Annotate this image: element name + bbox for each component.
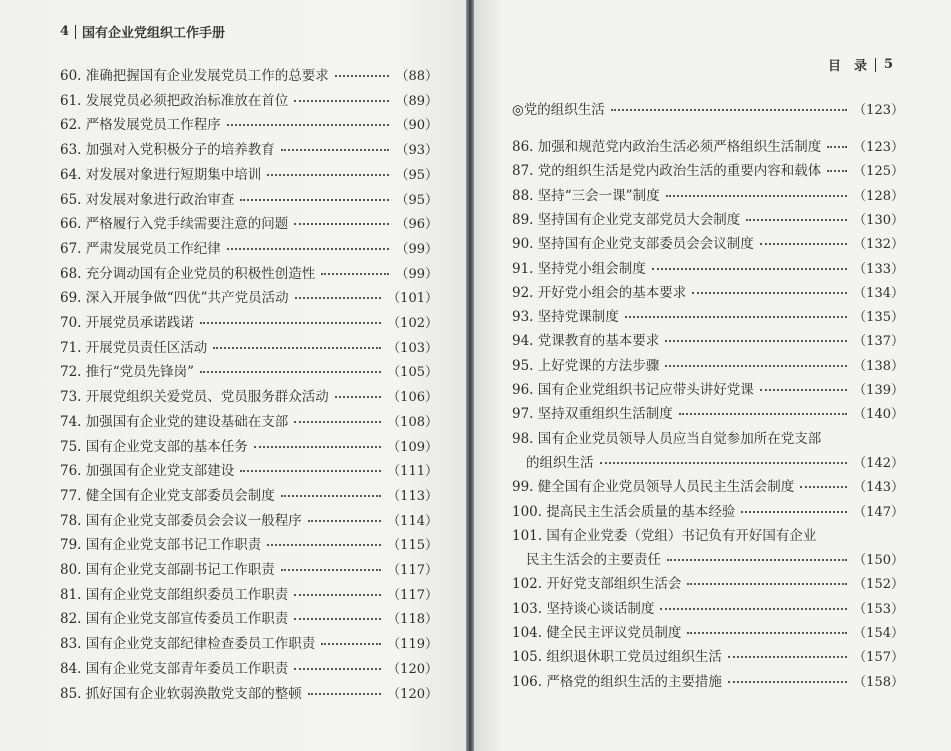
left-page xyxy=(0,0,466,751)
toc-page-ref: （150） xyxy=(853,553,904,569)
toc-page-ref: （147） xyxy=(853,504,904,520)
toc-page-ref: （157） xyxy=(853,650,904,666)
toc-entry-title: 60. 准确把握国有企业发展党员工作的总要求 xyxy=(60,68,329,84)
toc-entry[interactable] xyxy=(512,621,904,641)
toc-entry[interactable] xyxy=(60,138,438,158)
toc-entry-title: 66. 严格履行入党手续需要注意的问题 xyxy=(60,216,289,233)
toc-leader-dots xyxy=(760,389,847,391)
toc-leader-dots xyxy=(294,618,381,620)
toc-leader-dots xyxy=(335,75,390,77)
toc-entry-title: 97. 坚持双重组织生活制度 xyxy=(512,406,673,423)
toc-page-ref: （109） xyxy=(387,439,438,455)
toc-page-ref: （93） xyxy=(395,143,438,159)
toc-leader-dots xyxy=(660,608,847,610)
toc-entry-title: 62. 严格发展党员工作程序 xyxy=(60,117,221,134)
toc-leader-dots xyxy=(281,149,390,151)
toc-page-ref: （120） xyxy=(387,661,438,677)
toc-entry-title: 106. 严格党的组织生活的主要措施 xyxy=(512,673,722,690)
toc-leader-dots xyxy=(321,273,389,275)
toc-page-ref: （119） xyxy=(387,637,438,653)
toc-entry-title: 民主生活会的主要责任 xyxy=(526,552,661,569)
toc-entry-title: 71. 开展党员责任区活动 xyxy=(60,339,208,356)
toc-entry[interactable] xyxy=(512,645,904,665)
toc-entry-title: 78. 国有企业党支部委员会会议一般程序 xyxy=(60,512,302,529)
toc-leader-dots xyxy=(665,340,847,342)
toc-entry[interactable] xyxy=(512,572,904,592)
toc-entry[interactable] xyxy=(60,385,438,405)
toc-entry-title: 102. 开好党支部组织生活会 xyxy=(512,576,682,593)
toc-section-heading[interactable] xyxy=(512,98,904,118)
toc-leader-dots xyxy=(227,248,390,250)
toc-entry[interactable] xyxy=(512,402,904,422)
toc-entry-title: 105. 组织退休职工党员过组织生活 xyxy=(512,649,722,666)
toc-entry[interactable] xyxy=(60,360,438,380)
toc-page-ref: （99） xyxy=(395,241,438,257)
toc-entry-title: 91. 坚持党小组会制度 xyxy=(512,260,646,277)
toc-leader-dots xyxy=(667,559,847,561)
toc-entry[interactable] xyxy=(60,237,438,257)
right-running-title: 目 录 xyxy=(827,59,867,74)
toc-entry-title: 95. 上好党课的方法步骤 xyxy=(512,357,660,374)
toc-leader-dots xyxy=(267,544,381,546)
right-page-number: 5 xyxy=(883,57,893,72)
toc-page-ref: （139） xyxy=(853,383,904,398)
toc-entry[interactable] xyxy=(512,135,904,155)
toc-leader-dots xyxy=(665,365,847,367)
book-gutter xyxy=(466,0,474,751)
right-page-header xyxy=(828,55,893,74)
toc-leader-dots xyxy=(213,347,381,349)
toc-entry-title: 92. 开好党小组会的基本要求 xyxy=(512,284,687,301)
toc-entry-title: 73. 开展党组织关爱党员、党员服务群众活动 xyxy=(60,389,329,406)
toc-leader-dots xyxy=(295,297,382,299)
toc-leader-dots xyxy=(281,569,381,571)
toc-entry-title: 85. 抓好国有企业软弱涣散党支部的整顿 xyxy=(60,685,302,702)
toc-leader-dots xyxy=(200,371,381,373)
toc-entry-title: 65. 对发展对象进行政治审查 xyxy=(60,191,235,208)
toc-entry-title: 的组织生活 xyxy=(526,454,594,471)
toc-page-ref: （120） xyxy=(387,686,438,702)
toc-page-ref: （102） xyxy=(387,316,438,331)
toc-entry[interactable] xyxy=(60,188,438,208)
toc-leader-dots xyxy=(294,421,381,423)
toc-entry[interactable] xyxy=(512,548,904,568)
toc-page-ref: （117） xyxy=(387,563,438,578)
toc-entry-title: 93. 坚持党课制度 xyxy=(512,309,619,326)
toc-entry-title: 75. 国有企业党支部的基本任务 xyxy=(60,438,248,455)
toc-entry[interactable] xyxy=(512,597,904,617)
toc-page-ref: （117） xyxy=(387,587,438,603)
toc-entry[interactable] xyxy=(512,670,904,690)
toc-entry-title: 63. 加强对入党积极分子的培养教育 xyxy=(60,142,275,159)
toc-page-ref: （114） xyxy=(387,513,438,529)
toc-page-ref: （142） xyxy=(853,455,904,471)
toc-entry-title: 81. 国有企业党支部组织委员工作职责 xyxy=(60,586,289,603)
toc-entry-title: 68. 充分调动国有企业党员的积极性创造性 xyxy=(60,265,316,282)
toc-entry-title: 89. 坚持国有企业党支部党员大会制度 xyxy=(512,211,741,228)
toc-leader-dots xyxy=(728,656,847,658)
toc-entry[interactable] xyxy=(60,509,438,529)
toc-entry-title: 74. 加强国有企业党的建设基础在支部 xyxy=(60,413,289,430)
toc-leader-dots xyxy=(294,100,389,102)
toc-entry[interactable] xyxy=(60,682,438,702)
toc-entry[interactable] xyxy=(60,336,438,356)
toc-entry[interactable] xyxy=(512,475,904,495)
toc-leader-dots xyxy=(741,511,847,513)
toc-entry[interactable] xyxy=(60,410,438,430)
toc-page-ref: （130） xyxy=(853,212,904,228)
toc-entry[interactable] xyxy=(60,64,438,84)
toc-page-ref: （137） xyxy=(853,334,904,350)
toc-leader-dots xyxy=(827,146,847,148)
toc-entry[interactable] xyxy=(60,163,438,183)
toc-entry-title: 88. 坚持“三会一课”制度 xyxy=(512,187,660,204)
toc-entry-title: 104. 健全民主评议党员制度 xyxy=(512,625,682,641)
toc-entry-title[interactable]: 98. 国有企业党员领导人员应当自觉参加所在党支部 xyxy=(512,430,822,447)
toc-page-ref: （152） xyxy=(853,577,904,593)
toc-leader-dots xyxy=(335,396,381,398)
toc-leader-dots xyxy=(227,124,390,126)
toc-entry[interactable] xyxy=(60,286,438,306)
toc-leader-dots xyxy=(600,462,848,464)
toc-entry[interactable] xyxy=(512,500,904,520)
toc-entry-title: 100. 提高民主生活会质量的基本经验 xyxy=(512,503,736,520)
toc-entry[interactable] xyxy=(512,184,904,204)
toc-entry-title: 72. 推行“党员先锋岗” xyxy=(60,364,195,381)
toc-entry[interactable] xyxy=(512,208,904,228)
toc-entry[interactable] xyxy=(60,632,438,652)
toc-entry-title: 103. 坚持谈心谈话制度 xyxy=(512,600,655,617)
toc-entry[interactable] xyxy=(512,257,904,277)
toc-page-ref: （125） xyxy=(853,164,904,180)
toc-page-ref: （106） xyxy=(387,390,438,406)
toc-entry[interactable] xyxy=(512,354,904,374)
toc-leader-dots xyxy=(666,195,848,197)
toc-page-ref: （123） xyxy=(853,103,904,118)
toc-page-ref: （135） xyxy=(853,310,904,326)
toc-entry[interactable] xyxy=(60,607,438,627)
toc-entry-title: 94. 党课教育的基本要求 xyxy=(512,333,660,350)
toc-entry-title: 67. 严肃发展党员工作纪律 xyxy=(60,240,221,257)
toc-leader-dots xyxy=(200,322,381,324)
toc-leader-dots xyxy=(294,594,381,596)
toc-page-ref: （118） xyxy=(387,612,438,628)
toc-leader-dots xyxy=(728,681,847,683)
toc-entry[interactable] xyxy=(60,262,438,282)
toc-entry-title: 83. 国有企业党支部纪律检查委员工作职责 xyxy=(60,636,316,653)
toc-page-ref: （90） xyxy=(395,118,438,134)
toc-page-ref: （113） xyxy=(387,488,438,504)
toc-page-ref: （138） xyxy=(853,358,904,374)
toc-entry[interactable] xyxy=(60,533,438,553)
toc-entry[interactable] xyxy=(60,558,438,578)
toc-entry-title: 82. 国有企业党支部宣传委员工作职责 xyxy=(60,611,289,628)
toc-entry[interactable] xyxy=(512,329,904,349)
toc-page-ref: （103） xyxy=(387,340,438,356)
toc-page-ref: （89） xyxy=(395,93,438,109)
toc-page-ref: （96） xyxy=(395,217,438,233)
toc-leader-dots xyxy=(692,292,847,294)
toc-entry-title: 84. 国有企业党支部青年委员工作职责 xyxy=(60,660,289,677)
toc-entry-title: 96. 国有企业党组织书记应带头讲好党课 xyxy=(512,382,754,398)
left-running-title: 国有企业党组织工作手册 xyxy=(82,26,226,41)
toc-page-ref: （154） xyxy=(853,626,904,641)
toc-leader-dots xyxy=(760,243,847,245)
toc-leader-dots xyxy=(308,693,381,695)
toc-entry-title[interactable]: 101. 国有企业党委（党组）书记负有开好国有企业 xyxy=(512,527,817,544)
toc-leader-dots xyxy=(308,520,381,522)
toc-page-ref: （88） xyxy=(395,69,438,84)
toc-leader-dots xyxy=(267,174,389,176)
toc-entry-title: 77. 健全国有企业党支部委员会制度 xyxy=(60,487,275,504)
toc-page-ref: （111） xyxy=(387,464,438,480)
toc-section-title: ◎党的组织生活 xyxy=(512,102,605,118)
toc-page-ref: （123） xyxy=(853,140,904,155)
toc-page-ref: （105） xyxy=(387,365,438,381)
toc-leader-dots xyxy=(611,109,847,111)
toc-entry[interactable] xyxy=(60,583,438,603)
toc-leader-dots xyxy=(652,268,847,270)
toc-entry[interactable] xyxy=(60,657,438,677)
toc-leader-dots xyxy=(294,668,381,670)
toc-entry[interactable] xyxy=(60,484,438,504)
toc-page-ref: （99） xyxy=(395,266,438,282)
toc-leader-dots xyxy=(254,446,381,448)
toc-entry-title: 61. 发展党员必须把政治标准放在首位 xyxy=(60,92,289,109)
toc-leader-dots xyxy=(321,643,381,645)
toc-leader-dots xyxy=(240,470,381,472)
toc-entry[interactable] xyxy=(512,378,904,398)
toc-entry-title: 64. 对发展对象进行短期集中培训 xyxy=(60,166,262,183)
toc-entry[interactable] xyxy=(60,435,438,455)
toc-leader-dots xyxy=(827,170,847,172)
toc-entry[interactable] xyxy=(60,89,438,109)
toc-entry[interactable] xyxy=(512,305,904,325)
toc-page-ref: （158） xyxy=(853,674,904,690)
toc-page-ref: （101） xyxy=(387,291,438,307)
toc-page-ref: （128） xyxy=(853,188,904,204)
toc-entry[interactable] xyxy=(512,281,904,301)
toc-entry-title: 69. 深入开展争做“四优”共产党员活动 xyxy=(60,290,289,307)
toc-entry-title: 90. 坚持国有企业党支部委员会会议制度 xyxy=(512,236,754,253)
toc-entry[interactable] xyxy=(60,212,438,232)
toc-leader-dots xyxy=(746,219,847,221)
toc-leader-dots xyxy=(240,199,389,201)
toc-leader-dots xyxy=(294,223,389,225)
toc-entry-title: 80. 国有企业党支部副书记工作职责 xyxy=(60,562,275,578)
toc-leader-dots xyxy=(625,316,847,318)
toc-page-ref: （95） xyxy=(395,192,438,208)
toc-leader-dots xyxy=(687,632,847,634)
toc-leader-dots xyxy=(687,583,847,585)
toc-entry[interactable] xyxy=(512,159,904,179)
toc-page-ref: （95） xyxy=(395,167,438,183)
toc-page-ref: （133） xyxy=(853,261,904,277)
toc-entry[interactable] xyxy=(60,459,438,479)
toc-entry[interactable] xyxy=(512,232,904,252)
toc-page-ref: （108） xyxy=(387,414,438,430)
toc-entry-title: 79. 国有企业党支部书记工作职责 xyxy=(60,537,262,554)
header-divider xyxy=(875,58,876,72)
toc-page-ref: （143） xyxy=(853,480,904,496)
toc-leader-dots xyxy=(679,413,847,415)
toc-entry[interactable] xyxy=(512,451,904,471)
toc-page-ref: （140） xyxy=(853,407,904,423)
toc-leader-dots xyxy=(800,486,847,488)
header-divider xyxy=(75,25,76,39)
toc-page-ref: （134） xyxy=(853,285,904,301)
toc-page-ref: （132） xyxy=(853,237,904,253)
right-page xyxy=(474,0,951,751)
left-page-number: 4 xyxy=(60,24,70,39)
toc-entry-title: 70. 开展党员承诺践诺 xyxy=(60,315,194,331)
toc-entry[interactable] xyxy=(60,311,438,331)
toc-entry-title: 86. 加强和规范党内政治生活必须严格组织生活制度 xyxy=(512,139,822,155)
toc-entry[interactable] xyxy=(60,113,438,133)
toc-entry-title: 87. 党的组织生活是党内政治生活的重要内容和载体 xyxy=(512,163,822,180)
toc-page-ref: （153） xyxy=(853,601,904,617)
toc-entry-title: 99. 健全国有企业党员领导人员民主生活会制度 xyxy=(512,479,795,496)
toc-page-ref: （115） xyxy=(387,538,438,554)
toc-entry-title: 76. 加强国有企业党支部建设 xyxy=(60,463,235,480)
left-page-header xyxy=(60,22,225,41)
toc-leader-dots xyxy=(281,495,381,497)
